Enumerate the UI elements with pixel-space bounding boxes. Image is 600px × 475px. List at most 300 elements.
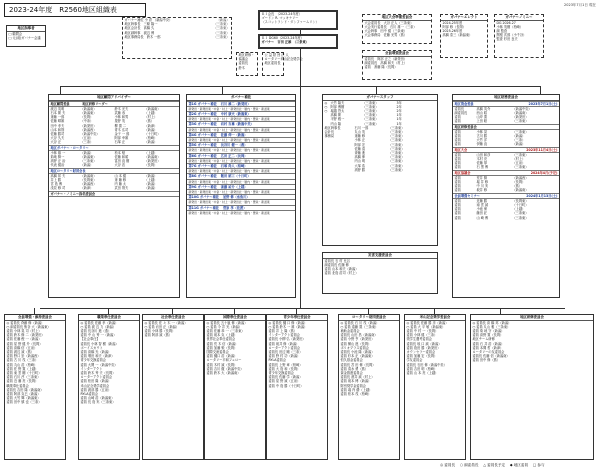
advisor-cell: 佐藤 和昭 <box>114 155 129 160</box>
advisor-cell: （新潟） <box>144 186 158 191</box>
advisor-cell: （上越） <box>144 111 158 115</box>
assistant-clubs: 新発田・新発田東・中条・村上・新発田北・胎内・豊栄・新潟東 <box>188 158 270 163</box>
finance-cell: 木村 亮 <box>476 157 488 162</box>
advisor-cell: （新潟中央） <box>80 132 100 137</box>
list-item: 大会実行委員長 石川 雄一（三条） <box>364 24 417 29</box>
advisor-cell: 鈴木 光夫 <box>114 106 129 111</box>
staff-cell: 1年 <box>396 113 402 118</box>
finance-cell: （長岡東） <box>512 198 529 203</box>
district-leaders-box <box>6 25 46 47</box>
committee-member: 委員 加藤 勉（長岡） <box>206 345 238 350</box>
advisor-cell: （新潟西） <box>80 127 97 132</box>
committee-member: 委員 島田 勝（新発田） <box>406 345 441 350</box>
yoneyama-box <box>262 52 303 76</box>
assistant-name: 星野 修（糸魚川） <box>222 195 250 200</box>
assistant-role: 第10G ガバナー補佐 <box>188 195 219 200</box>
finance-cell: （新潟） <box>512 142 526 147</box>
finance-cell: 委員 <box>454 142 461 147</box>
list-item: 監査 杉田 良夫 <box>496 37 518 42</box>
committee-head: 職業奉仕委員会 <box>79 315 139 321</box>
section-title: ガバナースタッフ <box>323 95 437 101</box>
assistant-role: 第9G ガバナー補佐 <box>188 184 217 189</box>
finance-cell: 石 黒 博 <box>476 165 489 170</box>
assistant-role: 第11G ガバナー補佐 <box>188 205 219 210</box>
committee-member: 委員 横山 進（長岡） <box>340 341 372 346</box>
connector <box>434 308 435 314</box>
staff-cell: （三条東） <box>362 109 379 113</box>
committee-column <box>404 314 466 460</box>
connector <box>500 308 501 314</box>
assistant-role: 第5G ガバナー補佐 <box>188 143 217 148</box>
advisor-row <box>49 163 179 167</box>
committee-member: ポリオプラス委員会 <box>340 345 369 350</box>
advisor-cell: （新潟南） <box>80 173 97 178</box>
committee-member: ○ 副委員長 熊谷 大（新潟東） <box>6 324 51 329</box>
committee-member: 委員 佐 野 寛（上越） <box>6 366 39 371</box>
committee-member: 国際交流委員会 <box>206 350 229 355</box>
committee-member: 財団奨学金委員会 <box>340 383 366 388</box>
band-label: 地区ガバナー・ロータリー <box>49 145 179 151</box>
finance-cell: 委員 <box>454 184 461 189</box>
staff-cell: （三条東） <box>362 121 379 126</box>
advisor-cell: 宮 島 博 <box>50 182 63 187</box>
staff-section <box>322 94 438 246</box>
committee-member: 委員 加藤 宏（長岡） <box>406 354 438 359</box>
list-item: 委員長 阿部 正之（新発田） <box>364 56 407 61</box>
list-item: 大会事務局 佐藤 光男（燕） <box>364 33 407 38</box>
advisor-cell: 阿部 幸雄 <box>114 136 129 141</box>
page-title: 2023-24年度 R2560地区組織表 <box>4 3 146 17</box>
finance-cell: （三条東） <box>512 119 529 124</box>
advisor-cell: （上越） <box>144 150 158 155</box>
advisor-cell: 大谷 正 <box>50 140 62 145</box>
list-item: 鈴木 <box>238 65 245 70</box>
finance-cell: 南 雲 誠 <box>476 203 489 208</box>
list-item: 小林 茂樹（柏崎） <box>496 24 524 29</box>
advisor-cell: 大谷 久夫 <box>50 136 65 141</box>
advisor-cell: （村上） <box>144 115 158 120</box>
advisor-cell: 小林 和男 <box>114 115 129 120</box>
band-label: 地区ロータリー財団会長 <box>49 168 179 174</box>
staff-cell: 事務局 <box>324 134 335 139</box>
box-head: 地区大会準備委員会 <box>363 15 431 21</box>
staff-cell: （三条東） <box>388 163 405 168</box>
box-head: 地区指導者 <box>7 26 45 32</box>
ri-row: ゴードン R. マッキナリー <box>261 16 299 21</box>
advisor-cell: （新津） <box>80 186 94 191</box>
assistant-name: 飯田 昭三（十日町） <box>220 174 251 179</box>
committee-member: 委員 山崎 浩（新潟東） <box>80 396 115 401</box>
committee-member: 委員 大 島 和（長岡） <box>268 366 301 371</box>
finance-band-label: 地区資金委員 <box>454 101 474 106</box>
committee-member: ◎ 委員長 佐藤 勝 彦（新潟） <box>406 320 449 325</box>
list-item: 阿部 修（長岡） <box>442 24 466 29</box>
finance-cell: （三条東） <box>512 165 529 170</box>
staff-cell: 堀越 啓太 <box>330 109 345 113</box>
committee-member: 委員 渡部 勝（五泉） <box>80 387 112 392</box>
staff-cell: （三条東） <box>388 151 405 156</box>
advisor-cell: 松本 勉 <box>114 150 126 155</box>
committee-member: 委員 松本 茂（柏崎） <box>340 392 372 397</box>
finance-band-label: 地区研修委員会 <box>454 124 477 129</box>
finance-cell: （三条東） <box>512 129 529 134</box>
committee-member: 補助金委員会 <box>340 329 360 333</box>
staff-cell: 高橋 繁 <box>330 113 342 118</box>
finance-cell: 委員 <box>454 138 461 143</box>
committee-member: 委員 渡辺 誠（燕） <box>6 350 35 355</box>
assistant-name: 長谷川 健一（燕） <box>220 143 248 148</box>
committee-member: 委員 大竹 輝（新潟東） <box>6 396 41 401</box>
list-item: ロータリー米山記念奨学会 <box>264 57 303 62</box>
assistant-name: 石川 雄二（新発田） <box>220 101 251 106</box>
committee-member: 委員 星 野 誠（五泉） <box>268 379 301 384</box>
committee-member: 委員長 山田 昌（新潟南） <box>340 333 378 338</box>
finance-row <box>453 142 559 146</box>
committee-member: 委員 石 井 浩（新潟） <box>472 341 505 346</box>
committee-member: 奨学生選考委員会 <box>406 337 432 342</box>
committee-member: 委員 高橋 光（新潟） <box>80 350 112 355</box>
membership-box <box>362 50 432 80</box>
assistant-role: 第6G ガバナー補佐 <box>188 153 217 158</box>
assistant-name: 石塚 尚人（柏崎） <box>220 164 248 169</box>
finance-band-label: 地区協議会 <box>454 170 471 175</box>
committee-member: ◎ 委員長 五十嵐 修（新潟） <box>206 320 248 325</box>
committee-member: 委員長 宮 田 修（長岡） <box>340 362 376 367</box>
committee-member: 委員 野 村 功（新潟） <box>268 354 301 359</box>
finance-cell: 委員 <box>454 207 461 212</box>
connector <box>40 308 565 309</box>
list-item: 副委員長 佐藤 修 <box>324 262 349 267</box>
list-item: 2025-26年度 <box>442 29 463 33</box>
staff-cell: （三条東） <box>388 142 405 147</box>
connector <box>376 86 377 94</box>
advisor-cell: 星野 茂 <box>114 119 126 124</box>
ri-president-box <box>258 10 338 30</box>
finance-band-label: 地区大会 <box>454 147 468 152</box>
list-item: 2024-25年度 <box>442 20 463 25</box>
governor-row: ＲＩ DG60（2023-24年度） <box>261 36 304 40</box>
finance-cell: 委員 <box>454 161 461 166</box>
advisor-cell: （新潟） <box>144 173 158 178</box>
legend-item: ◆ 地区委員 <box>509 463 529 467</box>
committee-member: 地区チーム研修 <box>472 337 495 342</box>
committee-head: 会員増強・維持委員会 <box>5 315 65 321</box>
committee-member: 委員 山 本 亮（上越） <box>406 371 439 376</box>
committee-column <box>338 314 400 460</box>
finance-cell: 伊藤 直 <box>476 142 488 147</box>
staff-cell: 佐藤 清 <box>354 146 366 151</box>
staff-cell: 大竹 隆夫 <box>330 100 345 105</box>
finance-cell: 西山 昭 <box>476 111 488 115</box>
committee-member: 学友委員会 <box>406 358 423 363</box>
committee-member: 委員 中 山 秀 一（新潟） <box>80 333 117 338</box>
connector <box>234 308 235 314</box>
committee-member: ◎ 委員長 樋 口 修（新潟） <box>268 320 308 325</box>
list-item: 委員長 <box>238 61 249 66</box>
committee-member: ◎ 委員長 斉藤 修（新潟） <box>6 320 45 325</box>
advisor-cell: 青木 弘司 <box>114 127 129 132</box>
advisor-cell: 石本 繁 夫 <box>50 111 66 115</box>
advisor-cell: （長岡） <box>80 115 94 120</box>
box-head: ガバナーエレクト <box>441 15 487 21</box>
advisor-cell: （新潟南） <box>80 106 97 111</box>
advisor-cell: 佐藤 勝司 <box>50 132 65 137</box>
finance-band-date: 2023年11月4日(土) <box>526 147 558 152</box>
committee-member: 委員 阿部 克巳（新潟） <box>6 392 41 397</box>
staff-cell: （三条東） <box>388 155 405 160</box>
committee-member: ◎ 委員長 高 橋 邦（新潟） <box>472 320 512 325</box>
advisor-cell: （三条） <box>80 140 94 145</box>
box-head: 会員増強委員会 <box>363 51 431 57</box>
governor-row: ガバナー 吉田 正雄 （三条東） <box>261 40 309 45</box>
staff-row <box>323 168 437 172</box>
advisor-cell: 大谷 忠 <box>114 163 126 168</box>
staff-cell: 2年 <box>396 104 402 109</box>
finance-cell: 委員 <box>454 165 461 170</box>
committee-member: 委員長 石田 修（新潟中央） <box>406 362 447 367</box>
assistant-clubs: 新発田・新発田東・中条・村上・新発田北・胎内・豊栄・新潟東 <box>188 210 270 215</box>
band-label: 地区顧問委員 地区研修リーダー <box>49 101 179 107</box>
finance-cell: 委員長 <box>454 106 465 111</box>
committee-member: 委員 井 上 隆（燕） <box>268 329 298 333</box>
finance-cell: （新潟南） <box>512 188 529 193</box>
connector <box>34 308 35 314</box>
committee-column <box>78 314 140 460</box>
assistant-clubs: 新発田・新発田東・中条・村上・新発田北・胎内・豊栄・新潟東 <box>188 106 270 111</box>
advisor-cell: 菊地 賢一 <box>50 155 65 160</box>
staff-cell: ○ <box>324 109 328 113</box>
committee-column <box>142 314 204 460</box>
committee-member: 委員長 小池 隆（新潟） <box>340 350 375 355</box>
assistant-list <box>187 101 295 215</box>
staff-cell: 石川 一郎 <box>354 125 369 130</box>
advisor-list <box>49 107 179 197</box>
committee-column <box>470 314 594 460</box>
list-item: 協議会 <box>238 57 249 62</box>
committee-member: ◎ 委員長 佐藤 孝（新潟） <box>80 320 119 325</box>
committee-member: 委員 野口 崇（新潟西） <box>6 354 41 359</box>
legend-item: △ 委員長予定 <box>483 463 506 467</box>
staff-cell: 斉藤 進 <box>354 151 366 156</box>
advisor-cell: 代表 健治 <box>50 163 65 168</box>
staff-cell: 3年 <box>396 100 402 105</box>
assistant-clubs: 新発田・新発田東・中条・村上・新発田北・胎内・豊栄・新潟東 <box>188 138 270 143</box>
staff-cell: 高野 勝 <box>354 167 366 172</box>
finance-cell: 委員 <box>454 157 461 162</box>
finance-cell: 上田 聡 <box>476 119 488 124</box>
advisor-row <box>49 140 179 144</box>
committee-member: インターアクト委員会 <box>268 333 300 338</box>
finance-cell: （長岡） <box>512 180 526 185</box>
list-item: 高橋 泰三（新潟東） <box>442 33 473 38</box>
advisor-cell: （柏崎） <box>144 136 158 141</box>
finance-cell: 委員 <box>454 129 461 134</box>
advisor-cell: （新潟東） <box>80 155 97 160</box>
committee-column <box>266 314 328 460</box>
advisor-cell: 佐藤 晴雄 <box>50 119 65 124</box>
staff-cell: （三条東） <box>362 117 379 122</box>
staff-cell: 小林 正 <box>354 138 366 143</box>
committee-member: ローターアクト委員会 <box>268 345 301 350</box>
committee-member: ○ 委員 岩田 正（新潟） <box>144 324 180 329</box>
staff-cell: 丸山 茂 <box>354 130 366 135</box>
finance-cell: 中 川 実 <box>476 184 489 189</box>
finance-cell: （村上） <box>512 157 526 162</box>
staff-cell: （三条東） <box>362 113 379 118</box>
staff-cell: 会計長 <box>324 130 335 135</box>
committee-member: 委員 佐藤 俊 一（新潟） <box>6 337 42 342</box>
committee-member: 委員 菊 地 守（新潟） <box>472 329 505 333</box>
assistant-role: 第3G ガバナー補佐 <box>188 122 217 127</box>
advisor-cell: 内 藤 太 <box>114 182 127 187</box>
committee-member: 委員 田中 修（燕） <box>472 358 501 363</box>
committee-member: 委員 古 川 茂（三条） <box>6 358 39 363</box>
advisor-cell: （新発田） <box>144 159 161 164</box>
committee-member: 委員 小林 晃 司（村上） <box>6 329 42 333</box>
finance-cell: 委員 <box>454 152 461 157</box>
legend <box>440 463 545 468</box>
staff-cell: （三条東） <box>388 159 405 164</box>
committee-head: 米山記念奨学委員会 <box>405 315 465 321</box>
finance-cell: 荒井 賢 <box>476 175 488 180</box>
staff-cell: （三条東） <box>388 130 405 135</box>
committee-member: RYLA委員会 <box>268 358 287 363</box>
committee-member: 委員 樋口 浩（新潟） <box>206 354 238 359</box>
advisor-cell: （新潟） <box>144 182 158 187</box>
staff-cell: 斎藤 修 <box>354 134 366 139</box>
staff-cell: 内山 明 <box>354 159 366 164</box>
committee-member: 委員 鈴木 大（新潟南） <box>206 371 241 376</box>
committee-member: ロータリーの友委員会 <box>472 350 505 355</box>
advisor-cell: （新潟） <box>144 127 158 132</box>
staff-cell: ○ <box>324 104 328 109</box>
staff-cell: 阿部 博樹 <box>330 104 345 109</box>
list-item: 副 監査 <box>496 29 508 33</box>
committee-member: 委員 中 村 一（長岡） <box>406 329 439 333</box>
finance-cell: （五泉） <box>512 161 526 166</box>
finance-cell: 山 崎 博 <box>476 215 489 220</box>
staff-cell: 阿部 宏 <box>354 142 366 147</box>
connector <box>368 308 369 314</box>
list-item: 関根 次郎（小千谷） <box>496 33 527 38</box>
box-head: 災害支援委員会 <box>323 253 437 259</box>
finance-cell: （上越） <box>512 207 526 212</box>
committee-member: 委員 小林 健（三条） <box>406 333 438 338</box>
committee-member: 委員 高橋 信（五泉） <box>6 345 38 350</box>
advisor-cell: （上越） <box>144 178 158 183</box>
assistant-name: 斎藤 祐介（上越） <box>220 184 248 189</box>
connector <box>300 86 301 308</box>
committee-member: RYLA委員会 <box>80 392 99 397</box>
committee-member: ◎ 委員長 佐 々 木 一（新潟） <box>144 320 188 325</box>
finance-cell: 高橋 英介 <box>476 106 491 111</box>
staff-cell: 内山 隆 <box>330 121 342 126</box>
committee-member: 委員 坂井 修（新潟） <box>268 341 300 346</box>
committee-member: ○ 委員 丸山 雅（三条東） <box>472 324 511 329</box>
advisor-cell: 山 本 健 <box>114 173 127 178</box>
committee-member: 委員 増田 和夫（新津） <box>80 354 115 359</box>
advisor-cell: 武田 則夫 <box>114 186 129 191</box>
staff-cell: 1年 <box>396 117 402 122</box>
committee-member: 世界社会奉仕委員会 <box>206 337 236 342</box>
assistant-name: 菅原 孝（佐渡） <box>222 205 247 210</box>
advisor-cell: （五泉） <box>80 136 94 141</box>
committee-member: 米山記念奨学委員会 <box>80 383 110 388</box>
advisor-cell: 石塚 正 <box>114 140 126 145</box>
disaster-support-box <box>322 252 438 294</box>
advisor-cell: （長岡東） <box>80 178 97 183</box>
finance-row <box>453 216 559 220</box>
committee-member: 委員 東 雲 剛（十日町） <box>6 371 42 376</box>
advisor-cell: （新潟東） <box>80 111 97 115</box>
committee-member: ロータリー平和フェロー <box>206 358 242 363</box>
committee-member: 委員長 坂 口 誠（新潟） <box>406 341 442 346</box>
advisor-cell: 高野 正 治 <box>50 159 66 164</box>
finance-cell: 古川 勝 <box>476 134 488 139</box>
finance-cell: （燕） <box>512 184 523 189</box>
finance-cell: 委員 <box>454 198 461 203</box>
advisor-cell: （新潟南） <box>144 106 161 111</box>
finance-cell: 委員 <box>454 211 461 216</box>
committee-member: 委員長 酒井 誠（村上） <box>340 375 375 380</box>
advisor-cell: 柳 寛 二 <box>114 123 127 128</box>
assistant-name: 広田 正二（長岡） <box>220 153 248 158</box>
committee-member: 委員長 小柳 弘（新発田） <box>268 337 306 342</box>
governor-box <box>258 34 338 49</box>
finance-row <box>453 188 559 192</box>
committee-member: 委員 田中 慎 也（三条） <box>6 400 42 405</box>
staff-cell: 2年 <box>396 109 402 113</box>
advisor-cell: 田中 孝夫 <box>50 123 65 128</box>
finance-cell: （三条東） <box>512 211 529 216</box>
staff-cell: （三条東） <box>362 100 379 105</box>
committee-member: 恒久基金委員会 <box>340 358 363 363</box>
list-item: 副委員長 高橋 和夫（村上） <box>364 60 407 65</box>
advisor-cell: （十日町） <box>144 132 161 137</box>
committee-member: ○ 委員 遠藤 寛（三条東） <box>340 324 379 329</box>
officer-row: ガバナー補佐 小 倉 （新潟中央） （新潟） <box>124 18 230 22</box>
staff-cell: 1年 <box>396 121 402 126</box>
committee-member: 委員 星 野 健 介（長岡） <box>6 341 43 346</box>
staff-cell: （三条東） <box>388 167 405 172</box>
advisor-cell: （燕） <box>144 119 155 124</box>
advisor-cell: 高橋 邦 夫 <box>50 173 66 178</box>
advisor-cell: （三条東） <box>80 159 97 164</box>
committee-member: 委員 松田 隆（新潟） <box>80 379 112 384</box>
committee-member: インターアクト <box>80 366 103 371</box>
finance-cell: （三条東） <box>512 215 529 220</box>
advisor-row <box>49 186 179 190</box>
assistant-role: 第7G ガバナー補佐 <box>188 164 217 169</box>
committee-member: 委員 小林 勝（長岡） <box>144 329 176 333</box>
assistant-role: 第2G ガバナー補佐 <box>188 112 217 116</box>
list-item: 委員 斎藤 隆（長岡） <box>364 65 398 69</box>
list-item: 地区委員長 <box>264 61 281 66</box>
committee-member: 委員 坂本 克（上越） <box>206 333 238 338</box>
assistant-clubs: 新発田・新発田東・中条・村上・新発田北・胎内・豊栄・新潟東 <box>188 190 270 195</box>
officer-row: 地区副幹事 渡辺 博 （三条東） <box>124 30 230 35</box>
finance-cell: 委員 <box>454 180 461 185</box>
connector <box>172 308 173 314</box>
conference-prep-box <box>362 14 432 44</box>
committee-member: 委員 高野 寛（長岡） <box>472 333 504 338</box>
connector <box>108 308 109 314</box>
finance-section <box>452 94 560 298</box>
list-item: 委員 山本 和夫（新潟） <box>324 267 359 271</box>
finance-cell: （新潟） <box>512 134 526 139</box>
list-item: 委員長 石 村 比呂 <box>324 258 350 263</box>
advisor-cell: 金子 一 郎 <box>114 132 130 137</box>
